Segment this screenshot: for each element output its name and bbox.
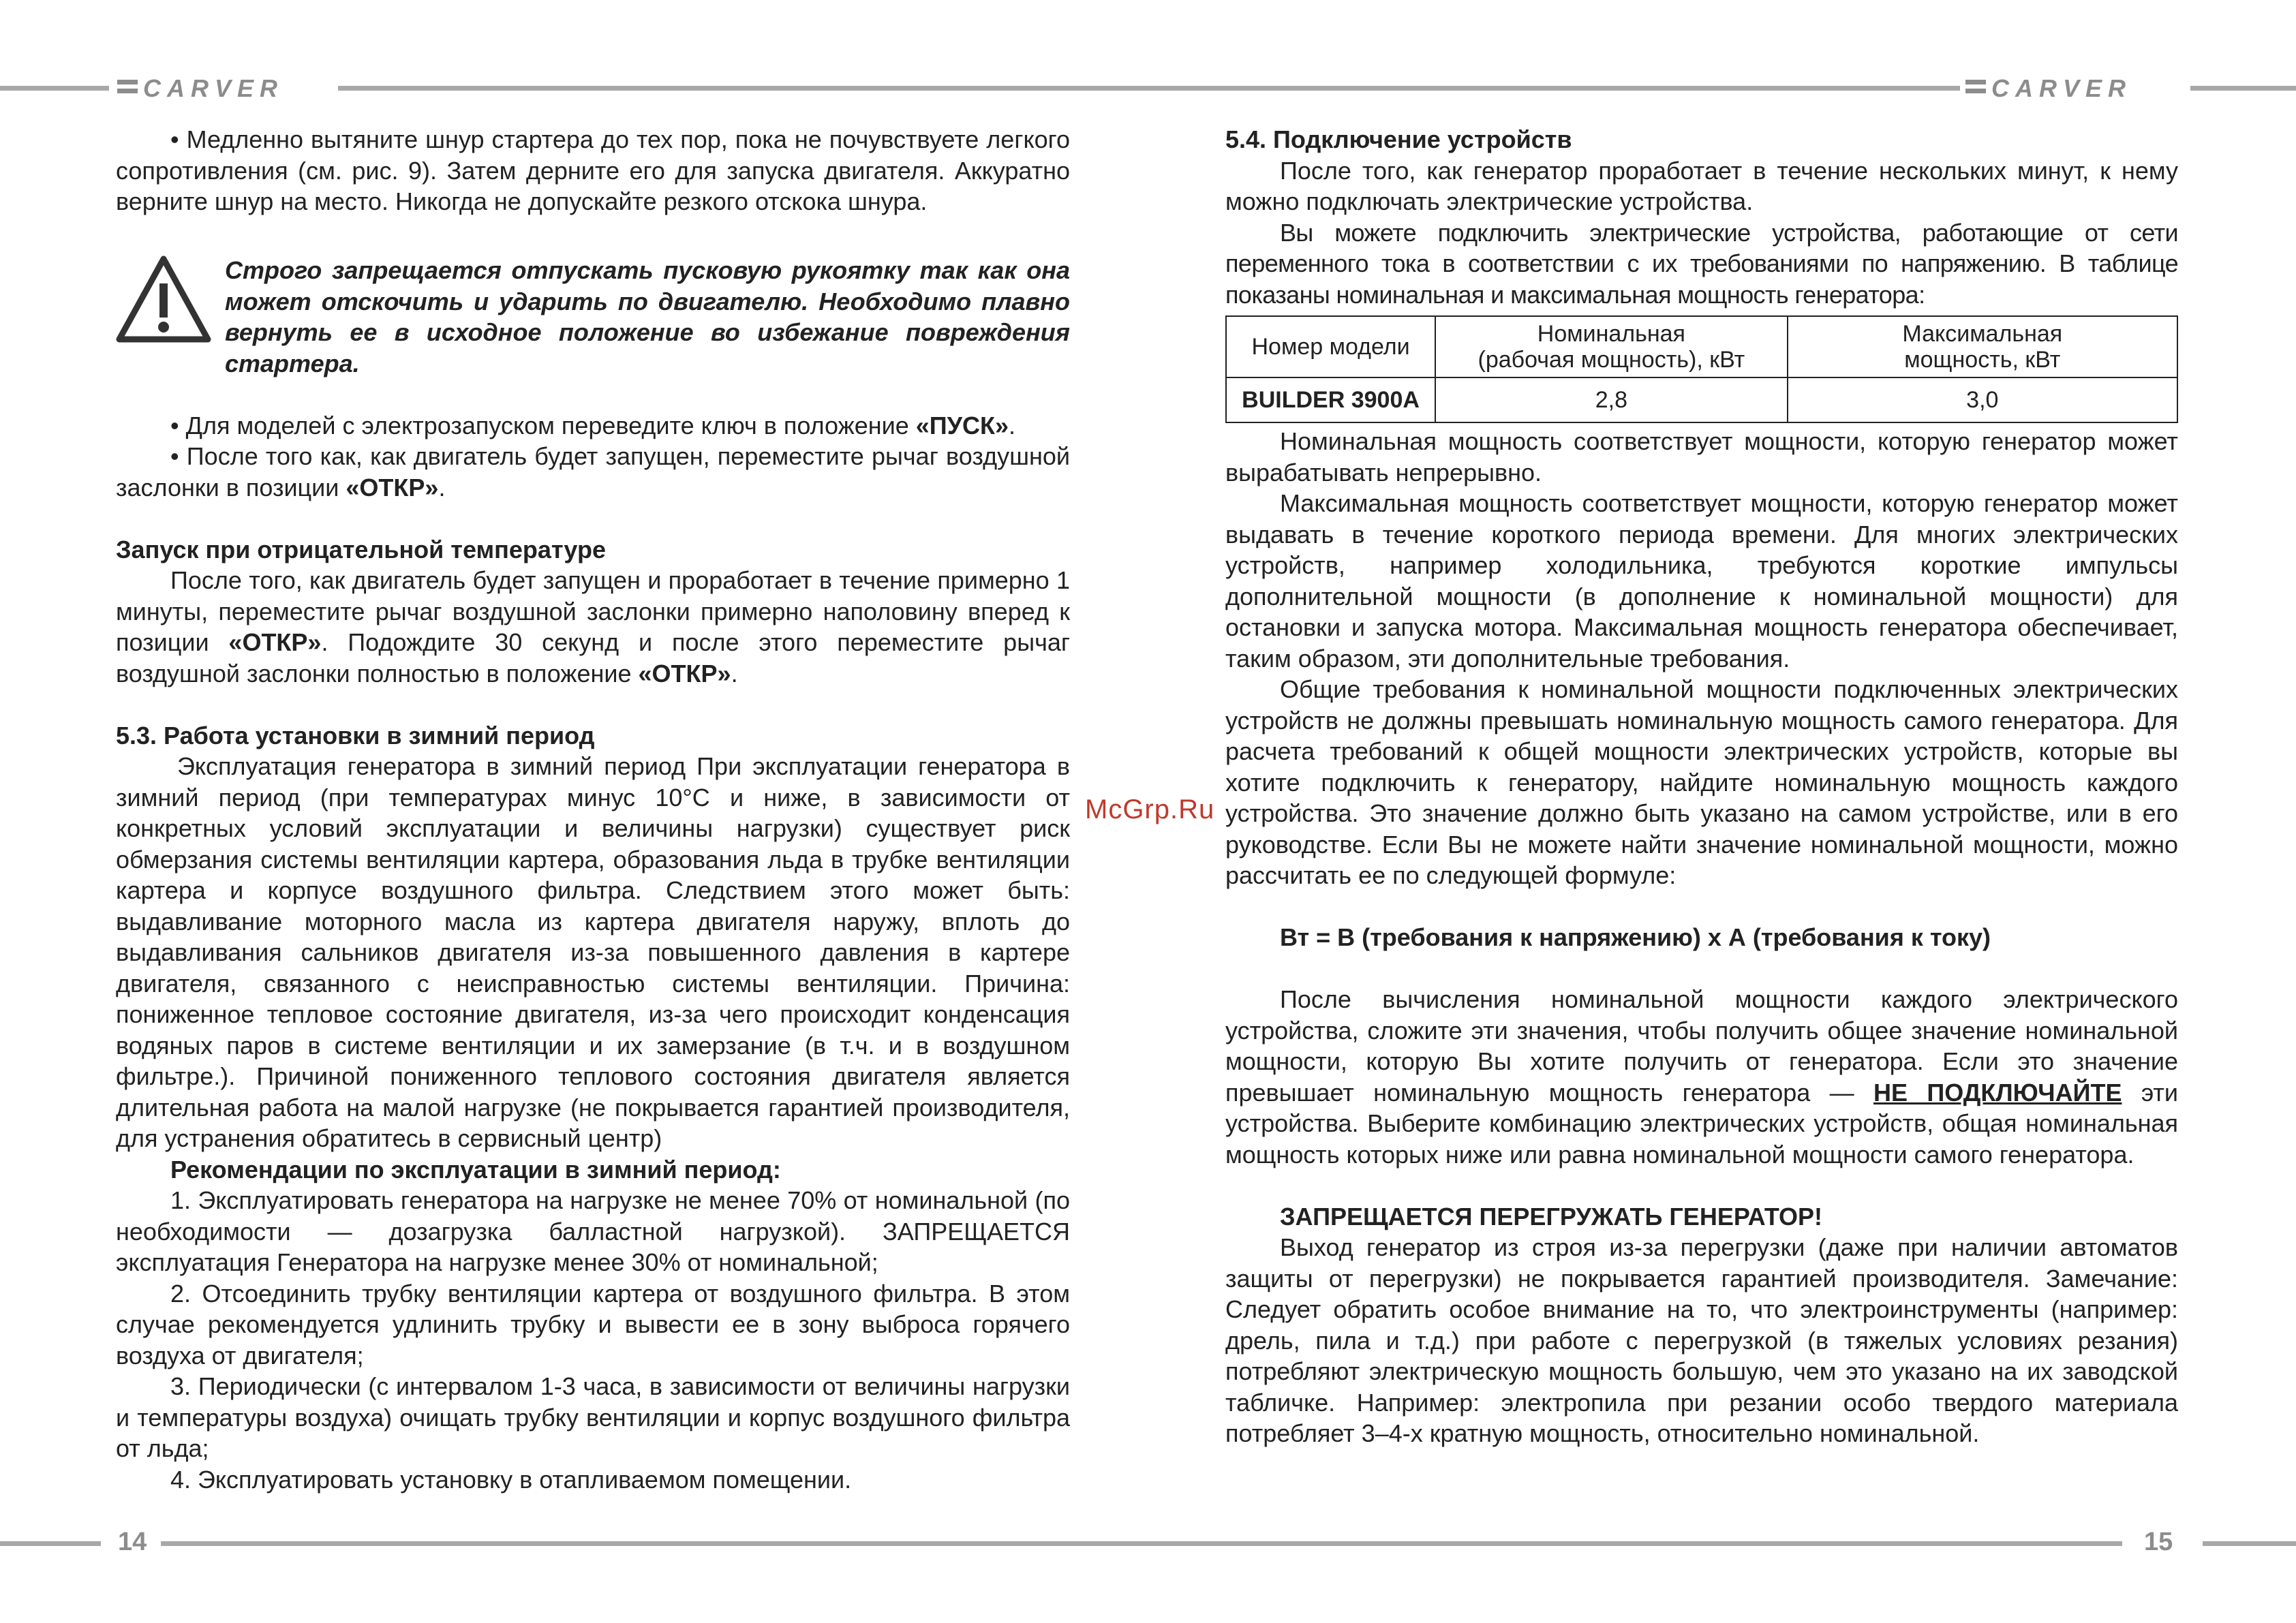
brand-mark-icon [1965,78,1986,99]
recommendation-1: 1. Эксплуатировать генератора на нагрузке не менее 70% от номинальной (по необходимости — дозагрузка балластной нагрузкой). ЗАПРЕЩАЕТСЯ эксплуатация Генератора на нагрузке менее 30% от номинальной; [116,1186,1070,1276]
recommendation-4: 4. Эксплуатировать установку в отапливаемом помещении. [170,1465,852,1494]
winter-paragraph: Эксплуатация генератора в зимний период При эксплуатации генератора в зимний период (при температурах минус 10°С и ниже, в зависимости от конкретных условий эксплуатации и величины нагрузки) существует риск обмерзания системы вентиляции картера, образования льда в трубке вентиляции картера и корпусе воздушного фильтра. Следствием этого может быть: выдавливание моторного масла из картера двигателя наружу, вплоть до выдавливания сальников двигателя из-за повышенного давления в картере двигателя, связанного с неисправностью системы вентиляции. Причина: пониженное тепловое состояние двигателя, из-за чего происходит конденсация водяных паров в системе вентиляции и их замерзание (в т.ч. и в воздушном фильтре.). Причиной пониженного теплового состояния двигателя является длительная работа на малой нагрузке (не покрывается гарантией производителя, для устранения обратитесь в сервисный центр) [116,752,1070,1152]
cell-max: 3,0 [1788,377,2177,422]
footer-rule-left [0,1541,101,1546]
col-max-header: Максимальная мощность, кВт [1788,316,2177,377]
calculation-paragraph: После вычисления номинальной мощности каждого электрического устройства, сложите эти значения, чтобы получить общее значение номинальной мощности, которую Вы хотите получить от генератора. Если это значение превышает номинальную мощность генератора — НЕ ПОДКЛЮЧАЙТЕ эти устройства. Выберите комбинацию электрических устройств, общая номинальная мощность которых ниже или равна номинальной мощности самого генератора. [1225,985,2178,1169]
connection-paragraph-1: После того, как генератор проработает в течение нескольких минут, к нему можно подключать электрические устройства. [1225,156,2178,215]
brand-text-right: CARVER [1991,74,2132,102]
warning-triangle-icon [116,252,225,347]
cell-model: BUILDER 3900A [1226,377,1435,422]
starter-paragraph: • Медленно вытяните шнур стартера до тех пор, пока не почувствуете легкого сопротивления (см. рис. 9). Затем дерните его для запуска двигателя. Аккуратно верните шнур на место. Никогда не допускайте резкого отскока шнура. [116,125,1070,215]
cell-nominal: 2,8 [1435,377,1788,422]
connection-paragraph-2: Вы можете подключить электрические устройства, работающие от сети переменного тока в соответствии с их требованиями по напряжению. В таблице показаны номинальная и максимальная мощность генератора: [1225,218,2178,309]
max-power-paragraph: Максимальная мощность соответствует мощности, которую генератор может выдавать в течение короткого периода времени. Для многих электрических устройств, например холодильника, требуются короткие импульсы дополнительной мощности (в дополнение к номинальной мощности) для остановки и запуска мотора. Максимальная мощность генератора обеспечивает, таким образом, эти дополнительные требования. [1225,489,2178,673]
page-number-left: 14 [118,1528,147,1556]
cold-start-heading: Запуск при отрицательной температуре [116,535,606,563]
connection-heading: 5.4. Подключение устройств [1225,125,1572,153]
total-power-paragraph: Общие требования к номинальной мощности подключенных электрических устройств не должны превышать номинальную мощность самого генератора. Для расчета требований к общей мощности электрических устройств, которые вы хотите подключить к генератору, найдите номинальную мощность каждого устройства. Это значение должно быть указано на самом устройстве, или в его руководстве. Если Вы не можете найти значение номинальной мощности, можно рассчитать ее по следующей формуле: [1225,675,2178,889]
recommendation-3: 3. Периодически (с интервалом 1-3 часа, в зависимости от величины нагрузки и температуры воздуха) очищать трубку вентиляции и корпус воздушного фильтра от льда; [116,1372,1070,1462]
recommendations-heading: Рекомендации по эксплуатации в зимний период: [170,1155,781,1184]
power-table-header [1226,316,2177,377]
brand-mark-icon [117,78,138,99]
winter-heading: 5.3. Работа установки в зимний период [116,721,595,749]
overload-paragraph: Выход генератор из строя из-за перегрузки (даже при наличии автоматов защиты от перегрузки) не покрывается гарантией производителя. Замечание: Следует обратить особое внимание на то, что электроинструменты (например: дрель, пила и т.д.) при работе с перегрузкой (в тяжелых условиях резания) потребляют электрическую мощность большую, чем это указано на их заводской табличке. Например: электропила при резании особо твердого материала потребляет 3–4-х кратную мощность, относительно номинальной. [1225,1233,2178,1447]
left-column [116,124,1070,1495]
footer-rule-middle [161,1541,2122,1546]
power-formula: Вт = В (требования к напряжению) х А (требования к току) [1280,923,1991,951]
overload-heading: ЗАПРЕЩАЕТСЯ ПЕРЕГРУЖАТЬ ГЕНЕРАТОР! [1280,1202,1822,1231]
page-number-right: 15 [2144,1528,2173,1556]
table-row [1226,377,2177,422]
cold-start-paragraph: После того, как двигатель будет запущен и проработает в течение примерно 1 минуты, переместите рычаг воздушной заслонки примерно наполовину вперед к позиции «ОТКР». Подождите 30 секунд и после этого переместите рычаг воздушной заслонки полностью в положение «ОТКР». [116,566,1070,687]
brand-logo-left [117,74,284,104]
header-rule-left-a [0,86,109,91]
warning-text: Строго запрещается отпускать пусковую рукоятку так как она может отскочить и ударить по двигателю. Необходимо плавно вернуть ее в исходное положение во избежание повреждения стартера. [225,256,1070,377]
electric-start-bullet: • Для моделей с электрозапуском переведите ключ в положение «ПУСК». [170,411,1016,439]
header-rule-right [2190,86,2296,91]
header-rule-left-b [338,86,1960,91]
col-model-header: Номер модели [1226,316,1435,377]
watermark: McGrp.Ru [1085,794,1215,824]
power-table [1225,315,2178,423]
col-nominal-header: Номинальная (рабочая мощность), кВт [1435,316,1788,377]
footer-rule-right [2203,1541,2296,1546]
brand-logo-right [1965,74,2132,104]
warning-block [116,255,1070,379]
choke-bullet: • После того как, как двигатель будет запущен, переместите рычаг воздушной заслонки в позиции «ОТКР». [116,442,1070,501]
brand-text-left: CARVER [143,74,284,102]
recommendation-2: 2. Отсоединить трубку вентиляции картера от воздушного фильтра. В этом случае рекомендуется удлинить трубку и вывести ее в зону выброса горячего воздуха от двигателя; [116,1279,1070,1370]
right-column [1225,124,2178,1449]
nominal-power-paragraph: Номинальная мощность соответствует мощности, которую генератор может вырабатывать непрерывно. [1225,427,2178,486]
